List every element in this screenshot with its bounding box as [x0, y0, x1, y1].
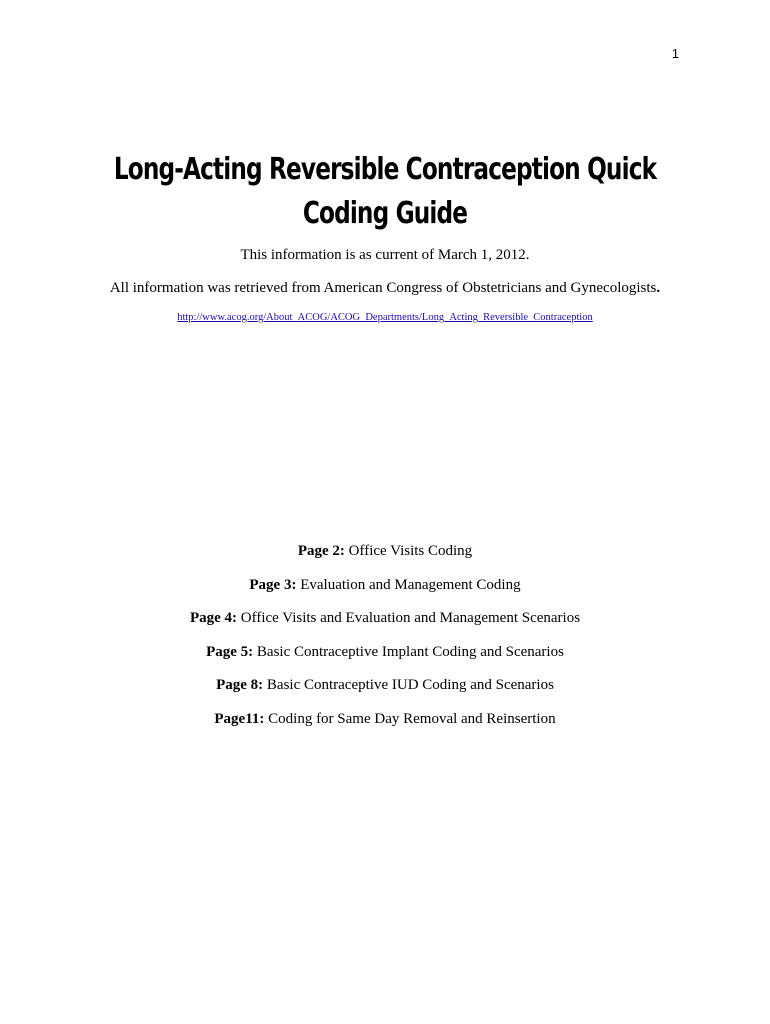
toc-page-label: Page 2:	[297, 543, 345, 559]
toc-item	[0, 541, 770, 575]
document-title	[106, 148, 665, 236]
toc-topic: Coding for Same Day Removal and Reinsertion	[268, 710, 556, 727]
toc-item	[0, 608, 770, 642]
toc-page-label: Page 4:	[189, 610, 238, 626]
toc-topic: Basic Contraceptive Implant Coding and Scenarios	[256, 643, 564, 660]
toc-topic: Evaluation and Management Coding	[300, 576, 521, 593]
source-text: All information was retrieved from American Congress of Obstetricians and Gynecologists	[109, 280, 657, 296]
toc-topic: Office Visits Coding	[348, 543, 473, 559]
toc-topic: Basic Contraceptive IUD Coding and Scenarios	[266, 677, 554, 693]
source-note	[0, 280, 770, 297]
toc-item	[0, 675, 770, 709]
current-as-of-note: This information is as current of March 1, 2012.	[240, 247, 530, 263]
toc-item	[0, 642, 770, 676]
toc-page-label: Page11:	[214, 710, 265, 727]
toc-page-label: Page 8:	[216, 677, 264, 693]
table-of-contents	[0, 541, 770, 742]
toc-page-label: Page 3:	[249, 576, 297, 593]
source-period: .	[656, 280, 661, 296]
source-link[interactable]: http://www.acog.org/About_ACOG/ACOG_Departments/Long_Acting_Reversible_Contraception	[177, 312, 593, 323]
toc-topic: Office Visits and Evaluation and Management Scenarios	[240, 610, 581, 626]
title-line-2: Coding Guide	[302, 196, 468, 231]
toc-item	[0, 709, 770, 743]
page-number: 1	[671, 46, 679, 61]
toc-page-label: Page 5:	[206, 643, 254, 660]
toc-item	[0, 575, 770, 609]
title-line-1: Long-Acting Reversible Contraception Quick	[113, 152, 657, 187]
